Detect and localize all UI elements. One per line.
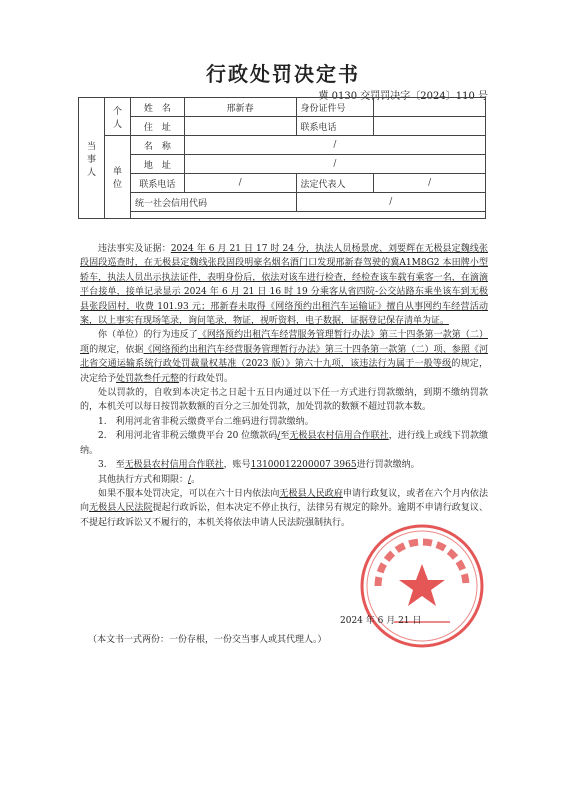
copies-footnote: （本文书一式两份：一份存根，一份交当事人或其代理人。） <box>88 635 327 645</box>
appeal-rights-paragraph: 如果不服本处罚决定，可以在六十日内依法向无极县人民政府申请行政复议，或者在六个月内依法向无极县人民法院提起行政诉讼，但本决定不停止执行，法律另有规定的除外。逾期不申请行政复议、不提起行政诉讼又不履行的，本机关将依法申请人民法院强制执行。 <box>80 488 488 528</box>
phone-label: 联系电话 <box>296 117 374 136</box>
payment-method-2: 2. 利用河北省非税云缴费平台 20 位缴款码/至无极县农村信用合作联社，进行线上或线下罚款缴纳。 <box>80 431 488 456</box>
unit-name-value: / <box>184 136 485 155</box>
legal-rep-label: 法定代表人 <box>296 174 374 193</box>
decision-body <box>80 242 488 530</box>
credit-code-label: 统一社会信用代码 <box>130 193 296 212</box>
document-title: 行政处罚决定书 <box>206 62 360 86</box>
legal-basis-paragraph: 你（单位）的行为违反了《网络预约出租汽车经营服务管理暂行办法》第三十四条第一款第（二）项的规定，依据《网络预约出租汽车经营服务管理暂行办法》第三十四条第一款第（二）项、参照《河北省交通运输系统行政处罚裁量权基准（2023 版）》第六十九项，该违法行为属于一般等级的规定，决定给予处罚款叁仟元整的行政处罚。 <box>80 330 488 384</box>
id-number-value <box>374 98 486 117</box>
violation-facts-paragraph: 违法事实及证据：2024 年 6 月 21 日 17 时 24 分，执法人员杨景虎、刘要辉在无极县定魏线张段固段巡查时，在无极县定魏线张段固段明豪名烟名酒门口发现邢新春驾驶的冀A1M8G2 本田牌小型轿车，执法人员出示执法证件，表明身份后，依法对该车进行检查，经检查该车载有乘客一名，在滴滴平台接单，接单记录显示 2024 年 6 月 21 日 16 时 19 分乘客从省四院-公交站路东乘坐该车到无极县张段固村，收费 101.93 元；邢新春未取得《网络预约出租汽车运输证》擅自从事网约车经营活动案，以上事实有现场笔录，询问笔录，物证，视听资料，电子数据，证据登记保存清单为证。 <box>80 244 488 327</box>
name-label: 姓 名 <box>130 98 184 117</box>
document-number: 冀 0130 交罚罚决字〔2024〕110 号 <box>318 91 488 102</box>
payment-method-3: 3. 至无极县农村信用合作联社，账号13100012200007 3965进行罚款缴纳。 <box>98 460 420 471</box>
credit-code-value: / <box>296 193 485 212</box>
legal-rep-value: / <box>374 174 486 193</box>
individual-group-label: 个人 <box>104 98 130 136</box>
unit-address-value: / <box>184 155 485 174</box>
payment-instruction-paragraph: 处以罚款的，自收到本决定书之日起十五日内通过以下任一方式进行罚款缴纳，到期不缴纳罚款的，本机关可以每日按罚款数额的百分之三加处罚款，加处罚款的数额不超过罚款本数。 <box>80 388 488 413</box>
id-number-label: 身份证件号 <box>296 98 374 117</box>
party-info-table <box>78 97 486 219</box>
address-value <box>184 117 296 136</box>
name-value: 邢新春 <box>184 98 296 117</box>
official-seal-icon <box>358 522 486 650</box>
address-label: 住 址 <box>130 117 184 136</box>
unit-phone-label: 联系电话 <box>130 174 184 193</box>
table-spacer-row <box>130 212 485 219</box>
party-label: 当事人 <box>79 98 105 219</box>
decision-date: 2024 年 6 月 21 日 <box>340 616 422 626</box>
payment-method-1: 1. 利用河北省非税云缴费平台二维码进行罚款缴纳。 <box>98 416 314 427</box>
unit-name-label: 名 称 <box>130 136 184 155</box>
unit-address-label: 地 址 <box>130 155 184 174</box>
unit-group-label: 单位 <box>104 136 130 219</box>
unit-phone-value: / <box>184 174 296 193</box>
other-execution-paragraph: 其他执行方式和期限：/。 <box>98 474 201 485</box>
phone-value <box>374 117 486 136</box>
